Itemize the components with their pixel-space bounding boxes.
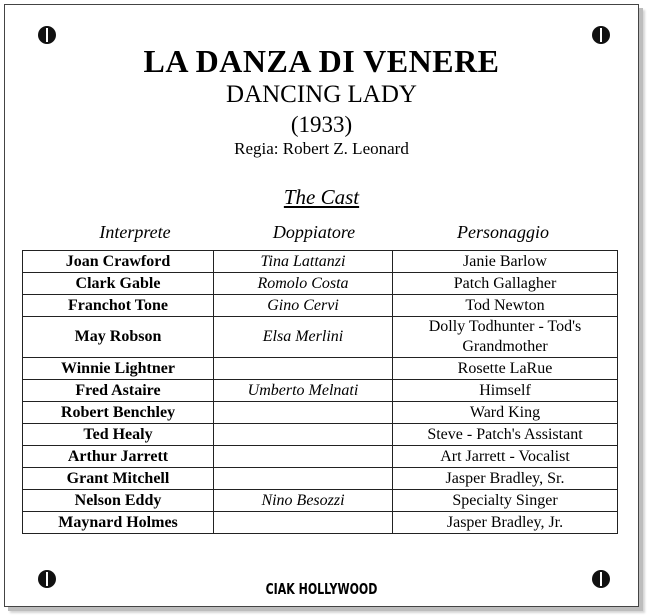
dubber-cell: [214, 402, 393, 424]
film-title: LA DANZA DI VENERE: [143, 43, 500, 79]
actor-cell: Arthur Jarrett: [23, 446, 214, 468]
dubber-cell: [214, 468, 393, 490]
column-header-role: Personaggio: [457, 222, 549, 242]
table-row: [23, 446, 618, 468]
dubber-cell: Nino Besozzi: [214, 490, 393, 512]
table-row: [23, 512, 618, 534]
actor-cell: May Robson: [23, 317, 214, 358]
role-cell: Art Jarrett - Vocalist: [393, 446, 618, 468]
actor-cell: Robert Benchley: [23, 402, 214, 424]
table-row: [23, 251, 618, 273]
role-cell: Jasper Bradley, Sr.: [393, 468, 618, 490]
cast-table: [22, 250, 618, 534]
role-cell: Rosette LaRue: [393, 358, 618, 380]
dubber-cell: [214, 424, 393, 446]
column-header-actor: Interprete: [99, 222, 171, 242]
dubber-cell: Romolo Costa: [214, 273, 393, 295]
role-cell: Janie Barlow: [393, 251, 618, 273]
dubber-cell: Elsa Merlini: [214, 317, 393, 358]
table-row: [23, 273, 618, 295]
director-credit: Regia: Robert Z. Leonard: [234, 139, 409, 158]
release-year: (1933): [290, 112, 353, 137]
role-cell: Jasper Bradley, Jr.: [393, 512, 618, 534]
column-header-dubber: Doppiatore: [272, 222, 356, 242]
role-cell: Dolly Todhunter - Tod's Grandmother: [393, 317, 618, 358]
role-cell: Himself: [393, 380, 618, 402]
table-row: [23, 295, 618, 317]
actor-cell: Fred Astaire: [23, 380, 214, 402]
dubber-cell: Tina Lattanzi: [214, 251, 393, 273]
screw-icon: [592, 26, 610, 44]
table-row: [23, 490, 618, 512]
role-cell: Patch Gallagher: [393, 273, 618, 295]
actor-cell: Joan Crawford: [23, 251, 214, 273]
dubber-cell: Gino Cervi: [214, 295, 393, 317]
cast-heading: The Cast: [283, 185, 360, 209]
role-cell: Tod Newton: [393, 295, 618, 317]
table-row: [23, 358, 618, 380]
actor-cell: Ted Healy: [23, 424, 214, 446]
dubber-cell: [214, 446, 393, 468]
dubber-cell: Umberto Melnati: [214, 380, 393, 402]
role-cell: Ward King: [393, 402, 618, 424]
ciak-hollywood-logo: CIAK HOLLYWOOD: [265, 580, 378, 599]
table-row: [23, 468, 618, 490]
original-title: DANCING LADY: [226, 81, 417, 108]
actor-cell: Grant Mitchell: [23, 468, 214, 490]
actor-cell: Winnie Lightner: [23, 358, 214, 380]
screw-icon: [38, 26, 56, 44]
plaque: [4, 4, 639, 607]
actor-cell: Maynard Holmes: [23, 512, 214, 534]
role-cell: Specialty Singer: [393, 490, 618, 512]
dubber-cell: [214, 358, 393, 380]
table-row: [23, 317, 618, 358]
actor-cell: Nelson Eddy: [23, 490, 214, 512]
table-row: [23, 424, 618, 446]
table-row: [23, 402, 618, 424]
dubber-cell: [214, 512, 393, 534]
role-cell: Steve - Patch's Assistant: [393, 424, 618, 446]
actor-cell: Franchot Tone: [23, 295, 214, 317]
actor-cell: Clark Gable: [23, 273, 214, 295]
table-row: [23, 380, 618, 402]
